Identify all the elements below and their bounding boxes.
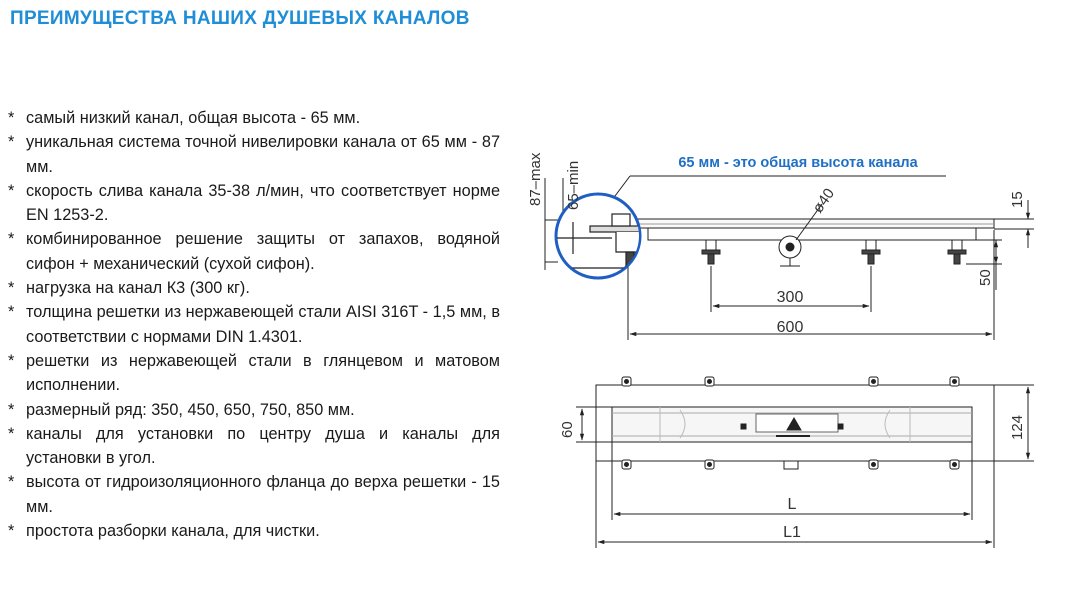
dim-L1: L1 <box>783 524 801 541</box>
channel-body <box>648 228 976 240</box>
bullet-marker: * <box>8 351 15 370</box>
bullet-marker: * <box>8 400 15 419</box>
bullet-marker: * <box>8 230 15 249</box>
list-item-text: простота разборки канала, для чистки. <box>26 522 320 541</box>
list-item-text: размерный ряд: 350, 450, 650, 750, 850 мм. <box>26 400 355 419</box>
dim-600: 600 <box>776 319 804 336</box>
dim-60: 60 <box>559 421 576 438</box>
list-item-text: скорость слива канала 35-38 л/мин, что соответствует норме EN 1253-2. <box>26 181 500 225</box>
outlet-stub <box>784 461 798 469</box>
dim-65-min: 65–min <box>565 160 582 210</box>
bullet-marker: * <box>8 522 15 541</box>
bullet-marker: * <box>8 473 15 492</box>
bullet-marker: * <box>8 424 15 443</box>
dim-87-max: 87–max <box>527 152 544 206</box>
list-item-text: самый низкий канал, общая высота - 65 мм. <box>26 109 361 127</box>
list-item-text: толщина решетки из нержавеющей стали AISI 316T - 1,5 мм, в соответствии с нормами DIN 1.4301. <box>26 303 500 346</box>
dim-50: 50 <box>977 269 994 286</box>
adjustable-feet <box>702 240 966 264</box>
list-item-text: нагрузка на канал К3 (300 кг). <box>26 279 250 298</box>
bullet-marker: * <box>8 109 15 127</box>
dim-15: 15 <box>1009 191 1026 208</box>
list-item-text: высота от гидроизоляционного фланца до верха решетки - 15 мм. <box>26 473 500 516</box>
bullet-marker: * <box>8 279 15 298</box>
page-title: ПРЕИМУЩЕСТВА НАШИХ ДУШЕВЫХ КАНАЛОВ <box>10 8 470 29</box>
dim-L: L <box>787 496 797 513</box>
list-item-text: комбинированное решение защиты от запахов, водяной сифон + механический (сухой сифон). <box>26 230 500 273</box>
top-view <box>576 377 1034 548</box>
dim-diameter: ø40 <box>809 185 839 217</box>
list-item-text: каналы для установки по центру душа и каналы для установки в угол. <box>26 424 500 468</box>
dim-300: 300 <box>776 289 804 306</box>
bullet-marker: * <box>8 303 15 322</box>
list-item-text: решетки из нержавеющей стали в глянцевом и матовом исполнении. <box>26 351 500 395</box>
callout-text: 65 мм - это общая высота канала <box>678 155 918 171</box>
bullet-marker: * <box>8 133 15 152</box>
bullet-marker: * <box>8 181 15 200</box>
list-item-text: уникальная система точной нивелировки канала от 65 мм - 87 мм. <box>26 133 500 176</box>
dim-124: 124 <box>1009 414 1026 440</box>
